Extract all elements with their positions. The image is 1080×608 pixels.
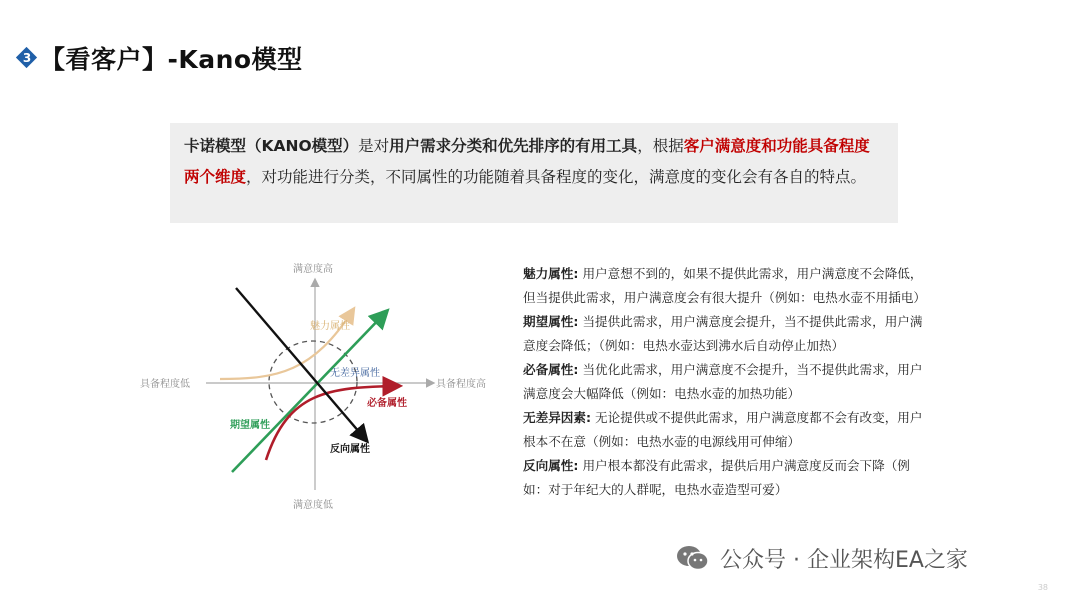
- attribute-label: 反向属性:: [523, 458, 579, 473]
- attribute-item: [523, 454, 933, 501]
- wechat-icon: [676, 544, 710, 572]
- attribute-descriptions: [523, 262, 933, 502]
- intro-kano-term: 卡诺模型（KANO模型）: [184, 137, 359, 155]
- kano-diagram: [138, 252, 498, 522]
- attribute-text: 用户意想不到的，如果不提供此需求，用户满意度不会降低，但当提供此需求，用户满意度会有很大提升（例如：电热水壶不用插电）: [523, 266, 926, 305]
- slide-title: [16, 38, 303, 78]
- attribute-item: [523, 262, 933, 309]
- reverse-line: [236, 288, 366, 440]
- intro-tool-phrase: 用户需求分类和优先排序的有用工具: [389, 137, 638, 155]
- attribute-label: 魅力属性:: [523, 266, 579, 281]
- intro-text-1: 是对: [358, 137, 390, 155]
- page-number: 38: [1037, 583, 1048, 592]
- indifferent-circle: [269, 341, 357, 423]
- attribute-text: 当提供此需求，用户满意度会提升，当不提供此需求，用户满意度会降低；（例如：电热水壶达到沸水后自动停止加热）: [523, 314, 923, 353]
- must-be-label: 必备属性: [367, 398, 407, 409]
- badge-number: 3: [22, 51, 32, 65]
- performance-label: 期望属性: [230, 420, 270, 431]
- reverse-label: 反向属性: [330, 444, 370, 455]
- x-right-label: 具备程度高: [436, 379, 486, 390]
- section-number-badge: [16, 47, 38, 69]
- page-title: 【看客户】-Kano模型: [40, 45, 303, 74]
- y-top-label: 满意度高: [293, 264, 333, 275]
- x-left-label: 具备程度低: [140, 379, 190, 390]
- indifferent-label: 无差异属性: [330, 368, 380, 379]
- attribute-item: [523, 406, 933, 453]
- attribute-item: [523, 310, 933, 357]
- intro-box: [170, 123, 898, 223]
- watermark-text: 公众号 · 企业架构EA之家: [720, 547, 968, 573]
- intro-text-3: ，对功能进行分类，不同属性的功能随着具备程度的变化，满意度的变化会有各自的特点。: [246, 168, 867, 186]
- watermark: [676, 540, 968, 576]
- y-bottom-label: 满意度低: [293, 500, 333, 511]
- attribute-label: 期望属性:: [523, 314, 579, 329]
- attribute-item: [523, 358, 933, 405]
- attribute-text: 用户根本都没有此需求，提供后用户满意度反而会下降（例如：对于年纪大的人群呢，电热水壶造型可爱）: [523, 458, 910, 497]
- attribute-label: 必备属性:: [523, 362, 579, 377]
- attribute-label: 无差异因素:: [523, 410, 592, 425]
- intro-text-2: ，根据: [637, 137, 684, 155]
- attribute-text: 无论提供或不提供此需求，用户满意度都不会有改变，用户根本不在意（例如：电热水壶的电源线用可伸缩）: [523, 410, 923, 449]
- intro-dimensions-phrase: 客户满意度和功能具备程度两个维度: [184, 137, 870, 186]
- attractive-label: 魅力属性: [310, 321, 350, 332]
- attribute-text: 当优化此需求，用户满意度不会提升，当不提供此需求，用户满意度会大幅降低（例如：电热水壶的加热功能）: [523, 362, 923, 401]
